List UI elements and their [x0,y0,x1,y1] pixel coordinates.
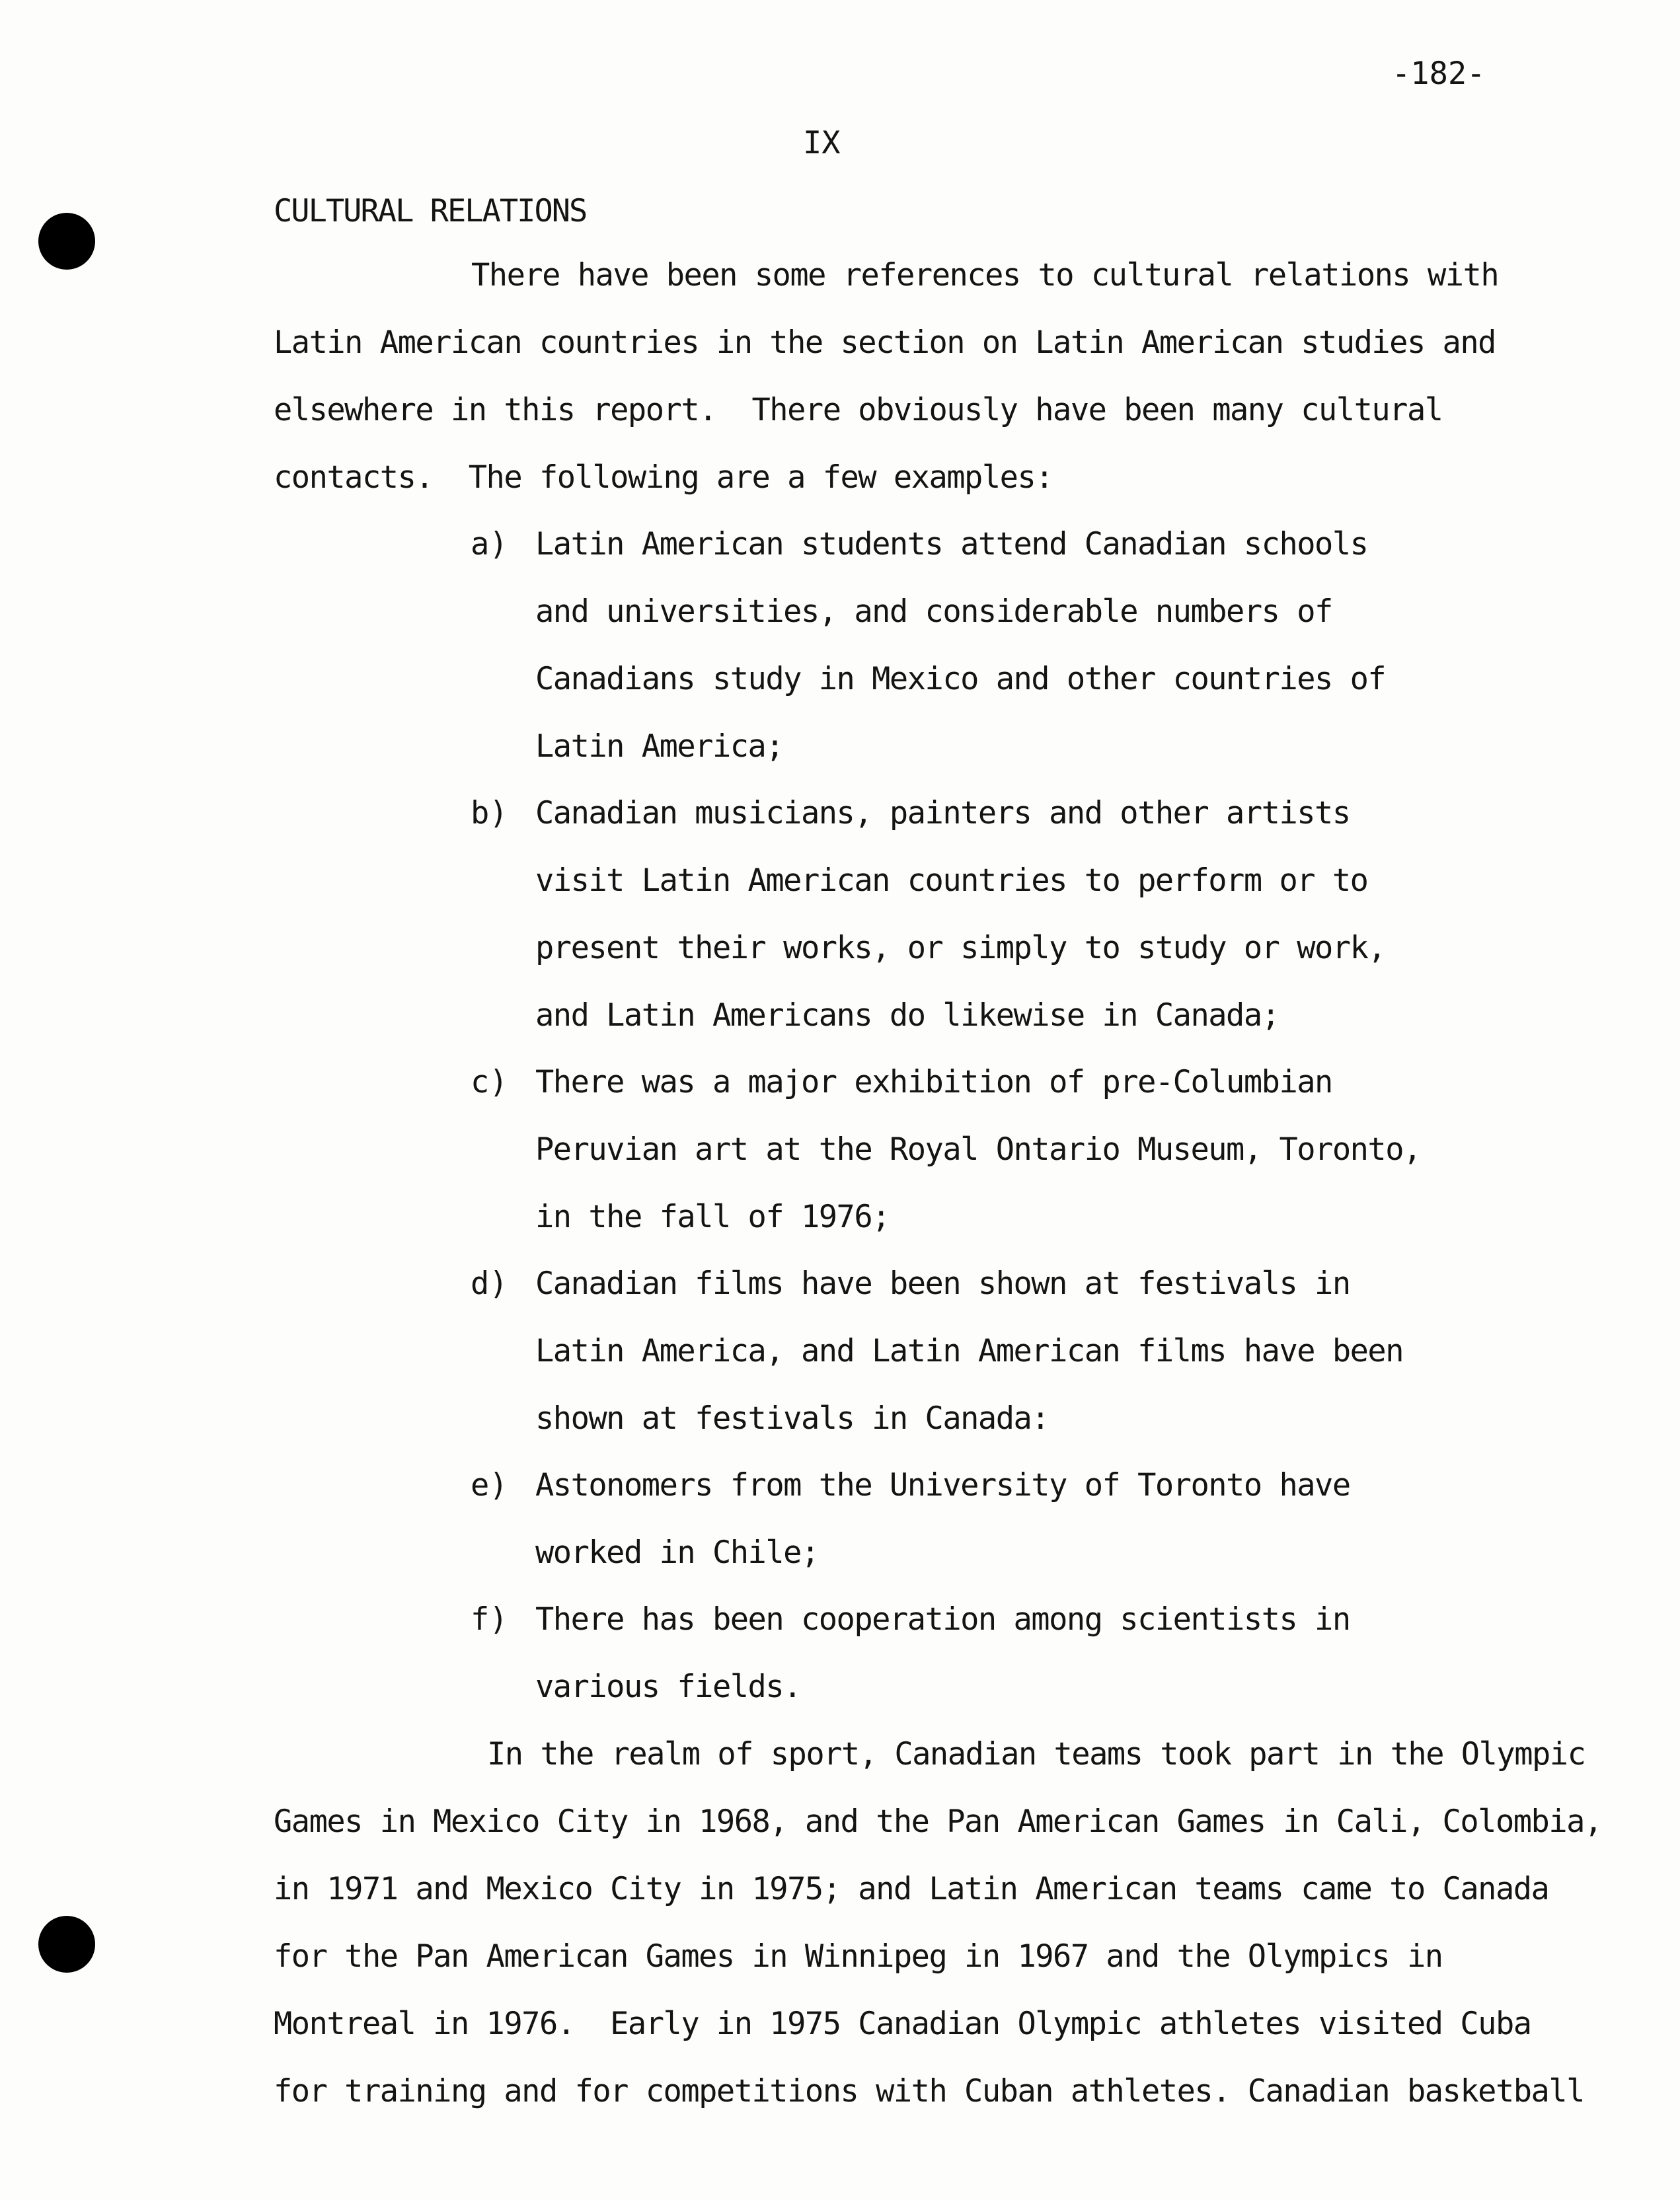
list-item-line: present their works, or simply to study or work, [535,930,1386,966]
paragraph-line: elsewhere in this report. There obviously have been many cultural [274,392,1443,428]
list-item-marker: d) [471,1266,508,1302]
paragraph-line: in 1971 and Mexico City in 1975; and Latin American teams came to Canada [274,1871,1549,1907]
paragraph-line: Montreal in 1976. Early in 1975 Canadian Olympic athletes visited Cuba [274,2006,1531,2042]
list-item-marker: b) [471,795,508,831]
list-item-line: in the fall of 1976; [535,1199,890,1235]
list-item-line: Canadian films have been shown at festivals in [535,1266,1350,1302]
paragraph-line: for training and for competitions with Cuban athletes. Canadian basketball [274,2073,1584,2109]
chapter-number: IX [803,125,841,161]
list-item-marker: c) [471,1064,508,1100]
section-heading: CULTURAL RELATIONS [274,193,587,229]
paragraph-line: There have been some references to cultural relations with [471,257,1499,293]
list-item-line: and Latin Americans do likewise in Canada; [535,997,1279,1034]
paragraph-line: In the realm of sport, Canadian teams took part in the Olympic [487,1736,1585,1772]
list-item-line: There has been cooperation among scientists in [535,1601,1350,1638]
list-item-marker: f) [471,1601,508,1638]
list-item-line: worked in Chile; [535,1535,819,1571]
page-number: -182- [1392,56,1486,92]
punch-hole-bottom [38,1916,95,1973]
list-item-marker: e) [471,1467,508,1503]
paragraph-line: Games in Mexico City in 1968, and the Pan American Games in Cali, Colombia, [274,1803,1602,1840]
list-item-line: Canadians study in Mexico and other countries of [535,661,1386,697]
paragraph-line: contacts. The following are a few examples: [274,459,1053,496]
list-item-line: various fields. [535,1669,801,1705]
list-item-marker: a) [471,526,508,562]
list-item-line: visit Latin American countries to perform or to [535,862,1368,899]
list-item-line: Latin American students attend Canadian schools [535,526,1368,562]
paragraph-line: for the Pan American Games in Winnipeg in 1967 and the Olympics in [274,1938,1443,1975]
list-item-line: Peruvian art at the Royal Ontario Museum, Toronto, [535,1131,1421,1168]
list-item-line: and universities, and considerable numbers of [535,593,1332,630]
list-item-line: Astonomers from the University of Toronto have [535,1467,1350,1503]
list-item-line: Canadian musicians, painters and other artists [535,795,1350,831]
punch-hole-top [38,213,95,270]
list-item-line: shown at festivals in Canada: [535,1400,1050,1437]
list-item-line: Latin America; [535,728,784,765]
list-item-line: There was a major exhibition of pre-Columbian [535,1064,1332,1100]
list-item-line: Latin America, and Latin American films have been [535,1333,1404,1369]
paragraph-line: Latin American countries in the section on Latin American studies and [274,324,1496,361]
